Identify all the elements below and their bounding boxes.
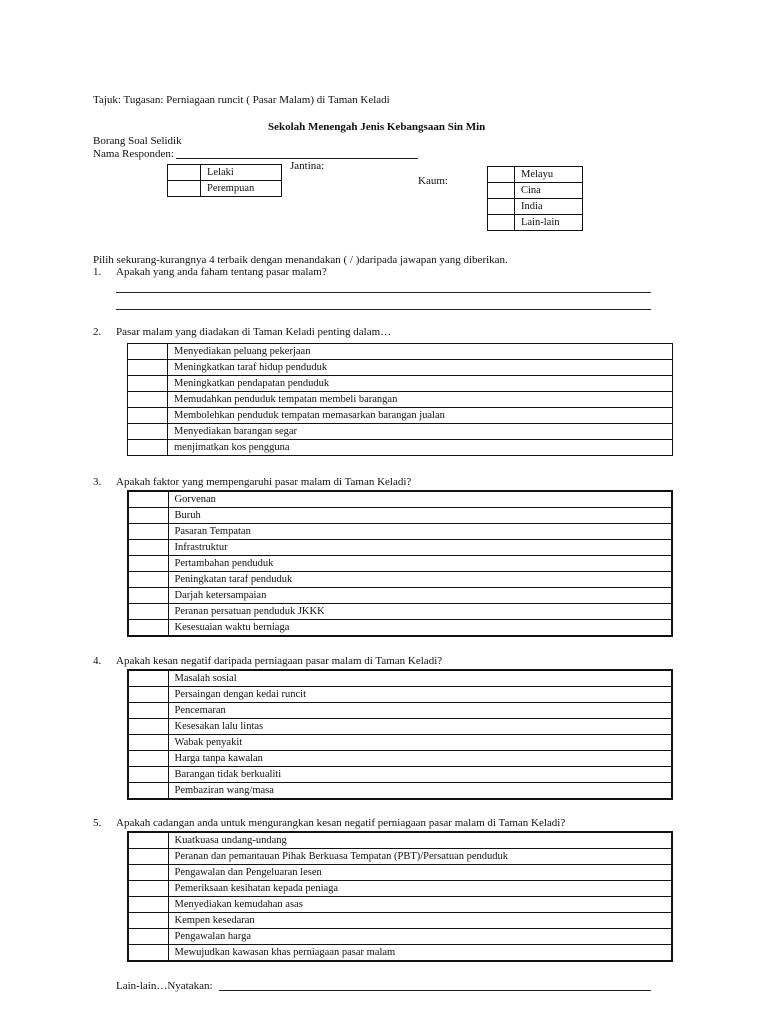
option-label: Lelaki bbox=[201, 165, 282, 181]
option-label: Pencemaran bbox=[168, 703, 672, 719]
option-label: Memudahkan penduduk tempatan membeli barangan bbox=[168, 392, 673, 408]
checkbox[interactable] bbox=[128, 719, 168, 735]
checkbox[interactable] bbox=[128, 572, 168, 588]
option-label: Pengawalan harga bbox=[168, 929, 672, 945]
jantina-row bbox=[168, 165, 282, 181]
checkbox[interactable] bbox=[128, 751, 168, 767]
answer-line-1[interactable] bbox=[116, 292, 651, 293]
option-label: Perempuan bbox=[201, 181, 282, 197]
question-3-table bbox=[127, 490, 673, 637]
question-2-table bbox=[127, 343, 673, 456]
checkbox[interactable] bbox=[128, 604, 168, 620]
nama-input-line[interactable] bbox=[176, 158, 418, 159]
tajuk-line: Tajuk: Tugasan: Perniagaan runcit ( Pasar Malam) di Taman Keladi bbox=[93, 94, 390, 106]
option-row bbox=[128, 588, 672, 604]
checkbox[interactable] bbox=[128, 344, 168, 360]
checkbox[interactable] bbox=[128, 508, 168, 524]
answer-line-2[interactable] bbox=[116, 309, 651, 310]
option-label: Peranan dan pemantauan Pihak Berkuasa Tempatan (PBT)/Persatuan penduduk bbox=[168, 849, 672, 865]
lain-lain-label: Lain-lain…Nyatakan: bbox=[116, 980, 213, 992]
option-label: Harga tanpa kawalan bbox=[168, 751, 672, 767]
checkbox[interactable] bbox=[128, 849, 168, 865]
checkbox[interactable] bbox=[128, 556, 168, 572]
option-row bbox=[128, 767, 672, 783]
option-label: Peranan persatuan penduduk JKKK bbox=[168, 604, 672, 620]
option-row bbox=[128, 703, 672, 719]
checkbox[interactable] bbox=[128, 392, 168, 408]
checkbox[interactable] bbox=[128, 376, 168, 392]
question-5-number: 5. bbox=[93, 817, 102, 829]
question-3-text: Apakah faktor yang mempengaruhi pasar malam di Taman Keladi? bbox=[116, 476, 412, 488]
option-row bbox=[128, 508, 672, 524]
option-row bbox=[128, 392, 673, 408]
option-label: Pembaziran wang/masa bbox=[168, 783, 672, 800]
option-row bbox=[128, 881, 672, 897]
option-label: Peningkatan taraf penduduk bbox=[168, 572, 672, 588]
option-row bbox=[128, 344, 673, 360]
checkbox[interactable] bbox=[168, 165, 201, 181]
question-5-text: Apakah cadangan anda untuk mengurangkan kesan negatif perniagaan pasar malam di Taman Keladi? bbox=[116, 817, 566, 829]
checkbox[interactable] bbox=[128, 424, 168, 440]
checkbox[interactable] bbox=[128, 408, 168, 424]
option-label: Pengawalan dan Pengeluaran lesen bbox=[168, 865, 672, 881]
checkbox[interactable] bbox=[128, 540, 168, 556]
question-3-number: 3. bbox=[93, 476, 102, 488]
nama-label: Nama Responden: bbox=[93, 148, 174, 160]
option-label: Kuatkuasa undang-undang bbox=[168, 832, 672, 849]
question-5-table bbox=[127, 831, 673, 962]
checkbox[interactable] bbox=[128, 865, 168, 881]
option-row bbox=[128, 670, 672, 687]
option-row bbox=[128, 913, 672, 929]
question-1-text: Apakah yang anda faham tentang pasar malam? bbox=[116, 266, 327, 278]
question-2-text: Pasar malam yang diadakan di Taman Keladi penting dalam… bbox=[116, 326, 392, 338]
option-label: Darjah ketersampaian bbox=[168, 588, 672, 604]
option-label: Pemeriksaan kesihatan kepada peniaga bbox=[168, 881, 672, 897]
option-row bbox=[128, 524, 672, 540]
option-row bbox=[128, 604, 672, 620]
option-label: Melayu bbox=[515, 167, 583, 183]
checkbox[interactable] bbox=[488, 183, 515, 199]
option-label: Kesesuaian waktu berniaga bbox=[168, 620, 672, 637]
option-row bbox=[128, 540, 672, 556]
kaum-label: Kaum: bbox=[418, 175, 448, 187]
kaum-table bbox=[487, 166, 583, 231]
jantina-label: Jantina: bbox=[290, 160, 325, 172]
checkbox[interactable] bbox=[128, 897, 168, 913]
checkbox[interactable] bbox=[128, 703, 168, 719]
option-label: Persaingan dengan kedai runcit bbox=[168, 687, 672, 703]
option-row bbox=[128, 424, 673, 440]
option-row bbox=[128, 865, 672, 881]
option-row bbox=[128, 897, 672, 913]
option-row bbox=[128, 687, 672, 703]
checkbox[interactable] bbox=[128, 440, 168, 456]
instruction: Pilih sekurang-kurangnya 4 terbaik dengan menandakan ( / )daripada jawapan yang diberikan. bbox=[93, 254, 508, 266]
school-name: Sekolah Menengah Jenis Kebangsaan Sin Min bbox=[268, 121, 486, 133]
option-label: Barangan tidak berkualiti bbox=[168, 767, 672, 783]
checkbox[interactable] bbox=[128, 687, 168, 703]
borang-title: Borang Soal Selidik bbox=[93, 135, 182, 147]
option-row bbox=[128, 832, 672, 849]
question-1-number: 1. bbox=[93, 266, 102, 278]
option-label: Kesesakan lalu lintas bbox=[168, 719, 672, 735]
question-4-table bbox=[127, 669, 673, 800]
jantina-table bbox=[167, 164, 282, 197]
option-label: Lain-lain bbox=[515, 215, 583, 231]
checkbox[interactable] bbox=[128, 913, 168, 929]
checkbox[interactable] bbox=[168, 181, 201, 197]
lain-lain-input-line[interactable] bbox=[219, 990, 651, 991]
option-row bbox=[128, 849, 672, 865]
kaum-row bbox=[488, 167, 583, 183]
question-2-number: 2. bbox=[93, 326, 102, 338]
option-row bbox=[128, 719, 672, 735]
option-label: Menyediakan barangan segar bbox=[168, 424, 673, 440]
checkbox[interactable] bbox=[128, 360, 168, 376]
option-label: Gorvenan bbox=[168, 491, 672, 508]
kaum-row bbox=[488, 215, 583, 231]
option-label: Meningkatkan pendapatan penduduk bbox=[168, 376, 673, 392]
checkbox[interactable] bbox=[128, 524, 168, 540]
option-label: Pasaran Tempatan bbox=[168, 524, 672, 540]
checkbox[interactable] bbox=[128, 832, 168, 849]
option-row bbox=[128, 945, 672, 962]
option-label: Menyediakan peluang pekerjaan bbox=[168, 344, 673, 360]
option-row bbox=[128, 360, 673, 376]
option-label: Cina bbox=[515, 183, 583, 199]
option-row bbox=[128, 491, 672, 508]
option-label: Mewujudkan kawasan khas perniagaan pasar malam bbox=[168, 945, 672, 962]
checkbox[interactable] bbox=[128, 670, 168, 687]
checkbox[interactable] bbox=[128, 767, 168, 783]
option-row bbox=[128, 376, 673, 392]
checkbox[interactable] bbox=[128, 881, 168, 897]
option-row bbox=[128, 572, 672, 588]
jantina-row bbox=[168, 181, 282, 197]
option-label: Membolehkan penduduk tempatan memasarkan barangan jualan bbox=[168, 408, 673, 424]
option-row bbox=[128, 440, 673, 456]
option-label: Pertambahan penduduk bbox=[168, 556, 672, 572]
option-row bbox=[128, 751, 672, 767]
option-label: Meningkatkan taraf hidup penduduk bbox=[168, 360, 673, 376]
checkbox[interactable] bbox=[128, 588, 168, 604]
checkbox[interactable] bbox=[128, 945, 168, 962]
option-row bbox=[128, 408, 673, 424]
option-label: Wabak penyakit bbox=[168, 735, 672, 751]
option-label: India bbox=[515, 199, 583, 215]
option-row bbox=[128, 556, 672, 572]
checkbox[interactable] bbox=[128, 620, 168, 637]
option-row bbox=[128, 783, 672, 800]
checkbox[interactable] bbox=[128, 491, 168, 508]
question-4-text: Apakah kesan negatif daripada perniagaan pasar malam di Taman Keladi? bbox=[116, 655, 443, 667]
option-label: Menyediakan kemudahan asas bbox=[168, 897, 672, 913]
checkbox[interactable] bbox=[488, 167, 515, 183]
checkbox[interactable] bbox=[128, 783, 168, 800]
option-label: Buruh bbox=[168, 508, 672, 524]
kaum-row bbox=[488, 183, 583, 199]
option-row bbox=[128, 620, 672, 637]
option-label: Infrastruktur bbox=[168, 540, 672, 556]
kaum-row bbox=[488, 199, 583, 215]
option-label: menjimatkan kos pengguna bbox=[168, 440, 673, 456]
option-row bbox=[128, 735, 672, 751]
option-label: Masalah sosial bbox=[168, 670, 672, 687]
question-4-number: 4. bbox=[93, 655, 102, 667]
option-label: Kempen kesedaran bbox=[168, 913, 672, 929]
checkbox[interactable] bbox=[128, 735, 168, 751]
checkbox[interactable] bbox=[488, 199, 515, 215]
option-row bbox=[128, 929, 672, 945]
checkbox[interactable] bbox=[488, 215, 515, 231]
checkbox[interactable] bbox=[128, 929, 168, 945]
